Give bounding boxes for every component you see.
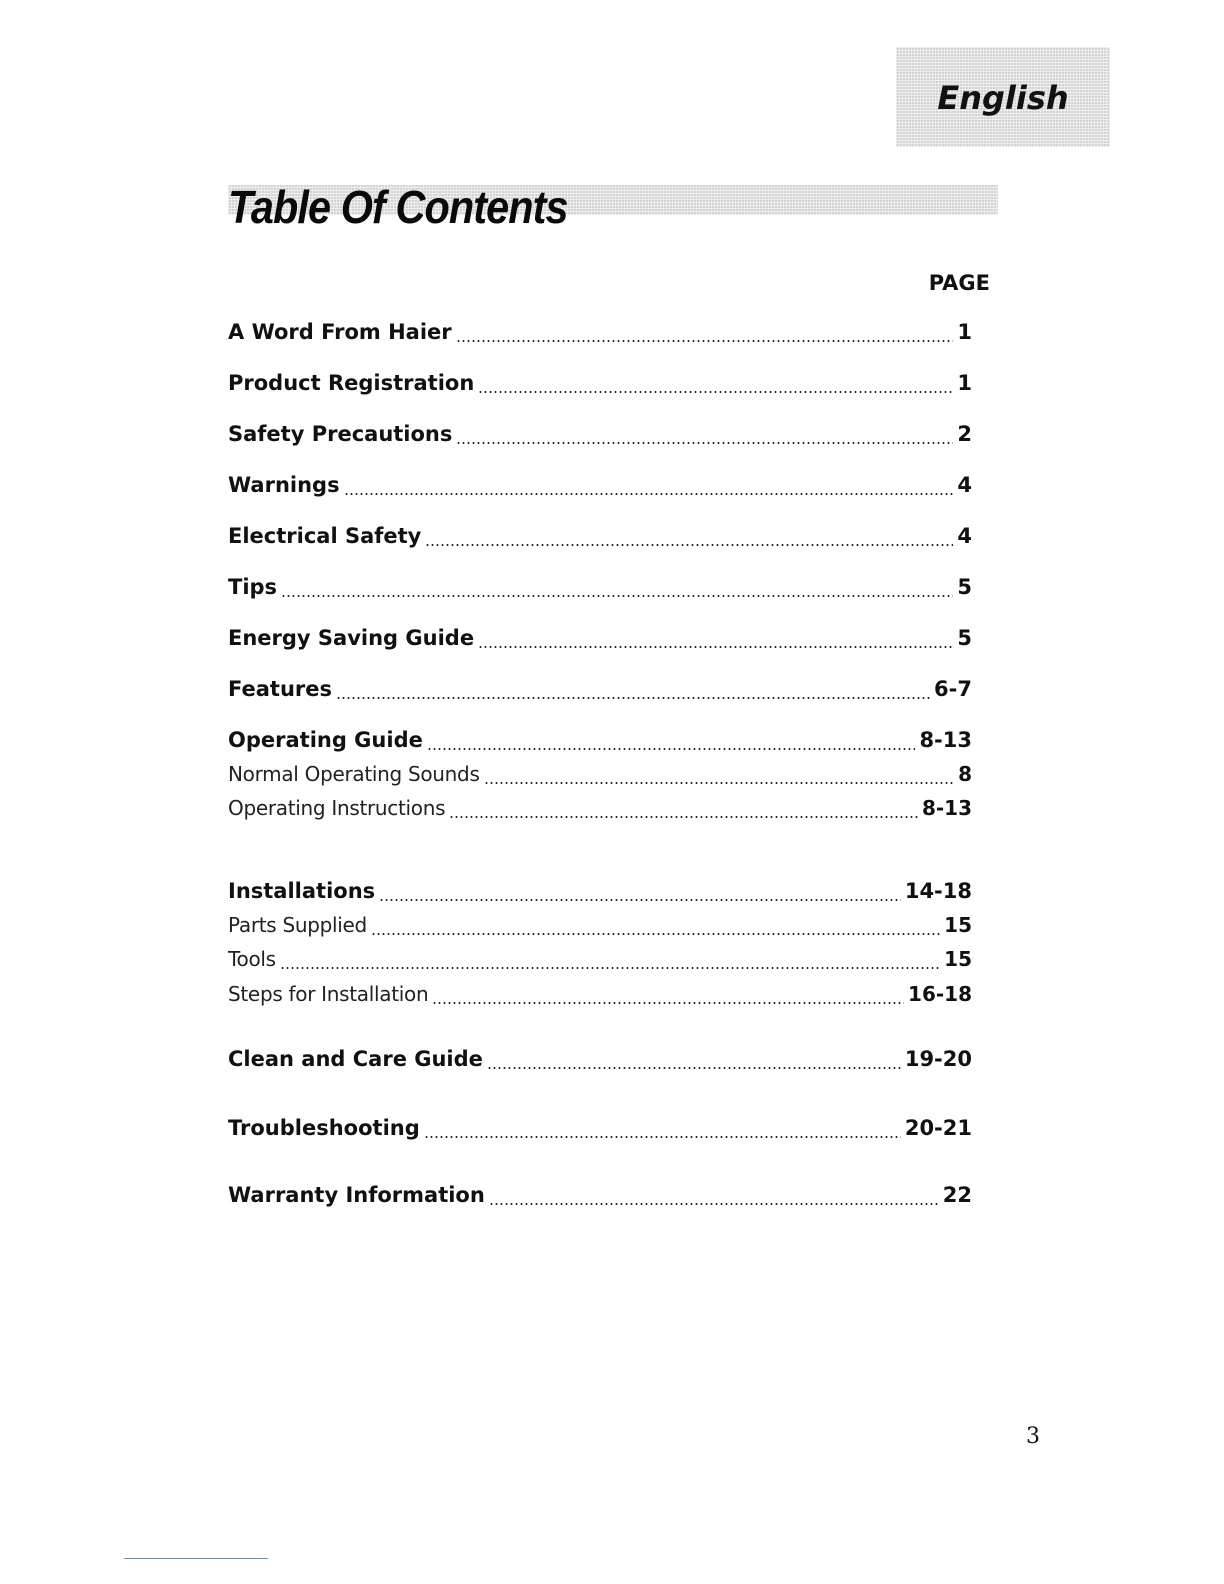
- dot-leader: [456, 441, 953, 445]
- dot-leader: [427, 747, 916, 751]
- toc-entry-product-registration[interactable]: [228, 371, 972, 401]
- toc-entry-page: 19-20: [904, 1047, 972, 1071]
- dot-leader: [336, 696, 930, 700]
- toc-entry-title: Steps for Installation: [228, 982, 429, 1006]
- toc-entry-clean-and-care-guide[interactable]: [228, 1047, 972, 1077]
- toc-entry-energy-saving-guide[interactable]: [228, 626, 972, 656]
- toc-entry-title: Features: [228, 677, 332, 701]
- dot-leader: [344, 492, 954, 496]
- dot-leader: [425, 543, 953, 547]
- toc-entry-title: Operating Guide: [228, 728, 423, 752]
- dot-leader: [424, 1135, 901, 1139]
- toc-entry-page: 4: [957, 473, 972, 497]
- toc-entry-title: Tips: [228, 575, 278, 599]
- toc-entry-page: 1: [957, 371, 972, 395]
- language-label: English: [937, 79, 1069, 117]
- page-number: 3: [1026, 1424, 1040, 1449]
- toc-entry-title: Troubleshooting: [228, 1116, 420, 1140]
- dot-leader: [489, 1202, 939, 1206]
- toc-entry-page: 5: [957, 575, 972, 599]
- toc-subentry-normal-operating-sounds[interactable]: [228, 762, 972, 792]
- toc-entry-warranty-information[interactable]: [228, 1183, 972, 1213]
- toc-entry-page: 15: [944, 947, 972, 971]
- toc-subentry-steps-for-installation[interactable]: [228, 982, 972, 1012]
- dot-leader: [432, 1001, 904, 1005]
- dot-leader: [371, 932, 940, 936]
- toc-entry-page: 22: [942, 1183, 972, 1207]
- toc-entry-page: 8-13: [919, 728, 972, 752]
- toc-entry-page: 20-21: [904, 1116, 972, 1140]
- toc-entry-page: 5: [957, 626, 972, 650]
- toc-subentry-operating-instructions[interactable]: [228, 796, 972, 826]
- toc-entry-page: 2: [957, 422, 972, 446]
- dot-leader: [379, 898, 901, 902]
- toc-entry-title: Product Registration: [228, 371, 475, 395]
- toc-entry-a-word-from-haier[interactable]: [228, 320, 972, 350]
- toc-entry-operating-guide[interactable]: [228, 728, 972, 758]
- dot-leader: [487, 1066, 901, 1070]
- bottom-rule: [124, 1558, 268, 1559]
- toc-entry-page: 1: [957, 320, 972, 344]
- toc-entry-title: Safety Precautions: [228, 422, 453, 446]
- toc-entry-title: Warranty Information: [228, 1183, 485, 1207]
- dot-leader: [478, 390, 953, 394]
- toc-entry-page: 14-18: [904, 879, 972, 903]
- toc-entry-electrical-safety[interactable]: [228, 524, 972, 554]
- toc-entry-title: Installations: [228, 879, 376, 903]
- toc-entry-page: 15: [944, 913, 972, 937]
- toc-entry-safety-precautions[interactable]: [228, 422, 972, 452]
- toc-entry-title: Parts Supplied: [228, 913, 367, 937]
- toc-entry-features[interactable]: [228, 677, 972, 707]
- page-title: Table Of Contents: [228, 181, 568, 233]
- toc-entry-page: 6-7: [934, 677, 972, 701]
- toc-entry-title: Warnings: [228, 473, 340, 497]
- toc-entry-title: Operating Instructions: [228, 796, 446, 820]
- toc-entry-page: 16-18: [908, 982, 972, 1006]
- toc-entry-installations[interactable]: [228, 879, 972, 909]
- toc-entry-warnings[interactable]: [228, 473, 972, 503]
- toc-entry-title: A Word From Haier: [228, 320, 452, 344]
- toc-entry-troubleshooting[interactable]: [228, 1116, 972, 1146]
- language-tab: [896, 47, 1110, 147]
- dot-leader: [281, 594, 953, 598]
- toc-entry-page: 8-13: [921, 796, 972, 820]
- dot-leader: [478, 645, 953, 649]
- dot-leader: [456, 339, 954, 343]
- toc-entry-page: 8: [958, 762, 972, 786]
- toc-entry-tips[interactable]: [228, 575, 972, 605]
- toc-entry-title: Clean and Care Guide: [228, 1047, 483, 1071]
- toc-entry-title: Tools: [228, 947, 276, 971]
- toc-subentry-parts-supplied[interactable]: [228, 913, 972, 943]
- dot-leader: [280, 966, 940, 970]
- toc-subentry-tools[interactable]: [228, 947, 972, 977]
- toc-entry-title: Energy Saving Guide: [228, 626, 475, 650]
- toc-entry-title: Electrical Safety: [228, 524, 422, 548]
- toc-entry-page: 4: [957, 524, 972, 548]
- dot-leader: [484, 781, 955, 785]
- toc-entry-title: Normal Operating Sounds: [228, 762, 480, 786]
- page-column-header: PAGE: [928, 271, 990, 295]
- dot-leader: [449, 815, 918, 819]
